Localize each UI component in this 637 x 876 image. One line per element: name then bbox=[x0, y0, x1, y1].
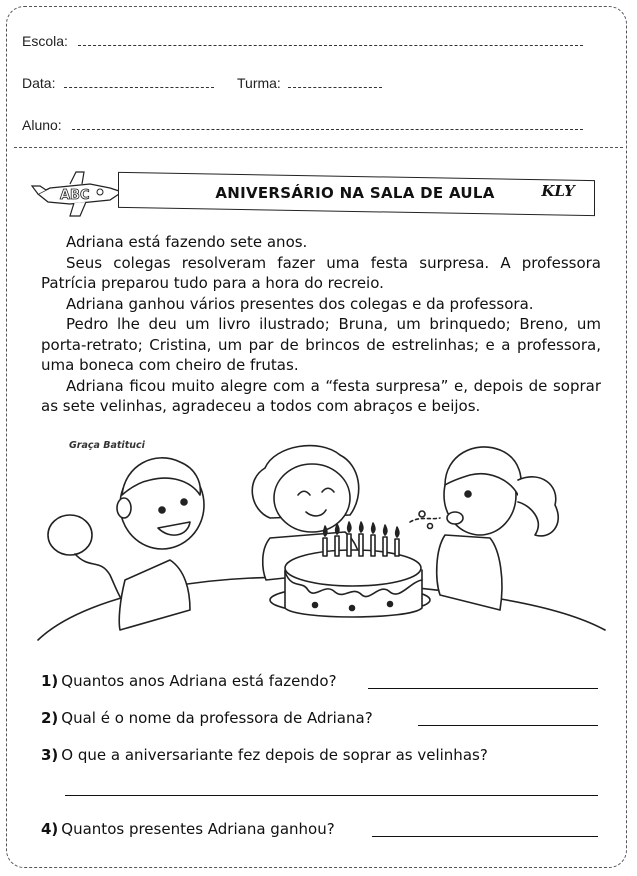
balloon-icon bbox=[48, 515, 92, 555]
question-2 bbox=[41, 709, 373, 727]
question-number: 1) bbox=[41, 672, 59, 690]
publisher-logo: KLY bbox=[541, 182, 575, 200]
question-number: 2) bbox=[41, 709, 59, 727]
header-divider bbox=[14, 147, 623, 148]
question-1 bbox=[41, 672, 337, 690]
right-girl-figure bbox=[410, 447, 558, 610]
worksheet-title: ANIVERSÁRIO NA SALA DE AULA bbox=[215, 184, 495, 202]
date-label: Data: bbox=[22, 75, 56, 91]
worksheet-border bbox=[6, 6, 627, 868]
illustrator-credit: Graça Batituci bbox=[69, 440, 145, 451]
question-4 bbox=[41, 820, 335, 838]
question-text: Quantos presentes Adriana ganhou? bbox=[61, 820, 335, 838]
answer-line-3[interactable] bbox=[65, 795, 598, 796]
answer-line-2[interactable] bbox=[418, 725, 598, 726]
question-3 bbox=[41, 746, 488, 764]
story-paragraph: Adriana ganhou vários presentes dos colegas e da professora. bbox=[66, 294, 534, 313]
story-text bbox=[41, 232, 601, 417]
question-text: Quantos anos Adriana está fazendo? bbox=[61, 672, 337, 690]
story-paragraph: Seus colegas resolveram fazer uma festa surpresa. A professora Patrícia preparou tudo para a hora do recreio. bbox=[41, 253, 601, 292]
question-number: 3) bbox=[41, 746, 59, 764]
birthday-illustration bbox=[30, 440, 610, 645]
airplane-icon bbox=[30, 170, 130, 220]
student-field[interactable] bbox=[72, 129, 583, 130]
plane-text: ABC bbox=[60, 188, 90, 203]
title-banner bbox=[30, 170, 600, 220]
story-paragraph: Adriana está fazendo sete anos. bbox=[66, 233, 308, 251]
question-text: O que a aniversariante fez depois de soprar as velinhas? bbox=[61, 746, 488, 764]
question-number: 4) bbox=[41, 820, 59, 838]
story-paragraph: Pedro lhe deu um livro ilustrado; Bruna, um brinquedo; Breno, um porta-retrato; Cristina, um par de brincos de estrelinhas; e a professora, uma boneca com cheiro de frutas. bbox=[41, 315, 601, 374]
class-label: Turma: bbox=[237, 75, 281, 91]
question-text: Qual é o nome da professora de Adriana? bbox=[61, 709, 373, 727]
story-paragraph: Adriana ficou muito alegre com a “festa surpresa” e, depois de soprar as sete velinhas, agradeceu a todos com abraços e beijos. bbox=[41, 376, 601, 415]
candles bbox=[323, 522, 399, 556]
class-field[interactable] bbox=[288, 87, 382, 88]
school-label: Escola: bbox=[22, 33, 68, 49]
school-field[interactable] bbox=[78, 45, 583, 46]
answer-line-4[interactable] bbox=[372, 836, 598, 837]
date-field[interactable] bbox=[64, 87, 214, 88]
answer-line-1[interactable] bbox=[368, 688, 598, 689]
student-label: Aluno: bbox=[22, 117, 62, 133]
